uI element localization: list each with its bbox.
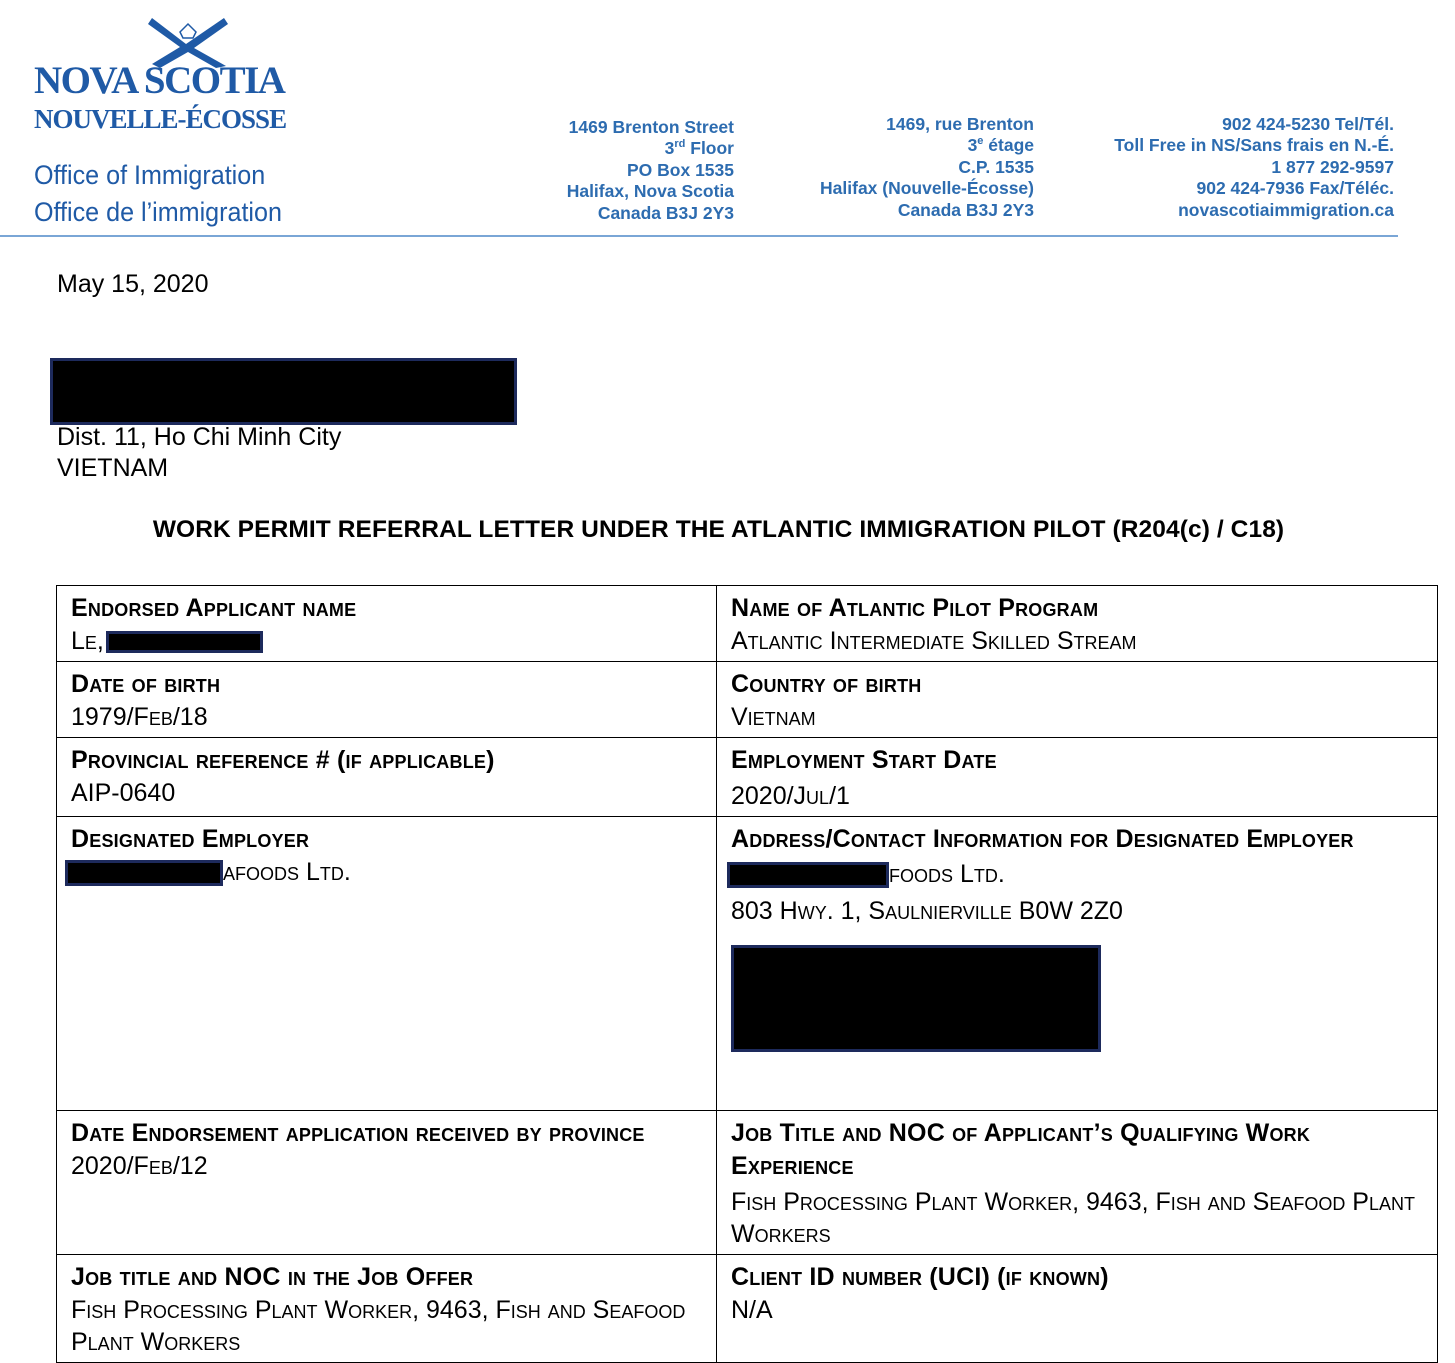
qualifying-value: Fish Processing Plant Worker, 9463, Fish and Seafood Plant Workers — [731, 1188, 1415, 1248]
table-row — [57, 1255, 1438, 1363]
reference-cell — [57, 738, 717, 817]
country-cell — [717, 662, 1438, 738]
offer-cell — [57, 1255, 717, 1363]
fax-line: 902 424-7936 Fax/Téléc. — [1196, 178, 1394, 199]
logo-title: NOVA SCOTIA — [34, 59, 285, 102]
employer-value: afoods Ltd. — [65, 856, 703, 888]
table-row — [57, 738, 1438, 817]
received-label: Date Endorsement application received by province — [71, 1119, 645, 1147]
website-link[interactable]: novascotiaimmigration.ca — [1178, 199, 1394, 220]
start-date-cell — [717, 738, 1438, 817]
city-line: Halifax, Nova Scotia — [566, 181, 734, 202]
employer-contact-address: 803 Hwy. 1, Saulnierville B0W 2Z0 — [731, 897, 1123, 925]
employer-contact-cell — [717, 817, 1438, 1111]
letter-date: May 15, 2020 — [57, 270, 209, 298]
contact-info — [1114, 114, 1394, 221]
redacted-recipient-name — [50, 358, 517, 425]
reference-label: Provincial reference # (if applicable) — [71, 746, 495, 774]
street-line: 1469 Brenton Street — [568, 117, 734, 137]
qualifying-cell — [717, 1111, 1438, 1255]
uci-label: Client ID number (UCI) (if known) — [731, 1263, 1109, 1291]
logo-title-french: NOUVELLE-ÉCOSSE — [34, 104, 287, 134]
dob-value: 1979/Feb/18 — [71, 703, 208, 731]
street-line: 1469, rue Brenton — [886, 114, 1034, 134]
toll-free-line: Toll Free in NS/Sans frais en N.-É. — [1114, 135, 1394, 156]
start-date-label: Employment Start Date — [731, 746, 997, 774]
employer-contact-label: Address/Contact Information for Designated Employer — [731, 825, 1354, 853]
offer-label: Job title and NOC in the Job Offer — [71, 1263, 474, 1291]
received-value: 2020/Feb/12 — [71, 1152, 208, 1180]
table-row — [57, 586, 1438, 662]
employer-cell — [57, 817, 717, 1111]
uci-cell — [717, 1255, 1438, 1363]
city-line: Halifax (Nouvelle-Écosse) — [820, 178, 1034, 199]
address-french — [820, 114, 1034, 221]
table-row — [57, 662, 1438, 738]
header-divider — [0, 235, 1398, 237]
program-cell — [717, 586, 1438, 662]
program-label: Name of Atlantic Pilot Program — [731, 594, 1099, 622]
program-value: Atlantic Intermediate Skilled Stream — [731, 627, 1137, 655]
redacted-employer-contact-details — [731, 945, 1101, 1052]
po-box-line: C.P. 1535 — [958, 156, 1034, 177]
applicant-cell — [57, 586, 717, 662]
table-row — [57, 817, 1438, 1111]
country-value: Vietnam — [731, 703, 816, 731]
toll-free-number: 1 877 292-9597 — [1271, 156, 1394, 177]
floor-line: 3rd Floor — [664, 138, 734, 159]
reference-value: AIP-0640 — [71, 779, 176, 807]
dob-cell — [57, 662, 717, 738]
redacted-employer-contact-name — [727, 862, 889, 888]
letter-title: WORK PERMIT REFERRAL LETTER UNDER THE ATLANTIC IMMIGRATION PILOT (R204(c) / C18) — [152, 516, 1285, 543]
office-name-french: Office de l’immigration — [34, 197, 282, 227]
table-row — [57, 1111, 1438, 1255]
redacted-given-name — [106, 631, 263, 653]
received-cell — [57, 1111, 717, 1255]
applicant-label: Endorsed Applicant name — [71, 594, 357, 622]
po-box-line: PO Box 1535 — [627, 159, 734, 180]
address-english — [567, 117, 734, 224]
country-label: Country of birth — [731, 670, 922, 698]
phone-line: 902 424-5230 Tel/Tél. — [1222, 114, 1394, 134]
uci-value: N/A — [731, 1296, 773, 1324]
start-date-value: 2020/Jul/1 — [731, 782, 850, 810]
postal-line: Canada B3J 2Y3 — [597, 202, 734, 223]
qualifying-label: Job Title and NOC of Applicant’s Qualifying Work Experience — [731, 1119, 1311, 1180]
postal-line: Canada B3J 2Y3 — [897, 199, 1034, 220]
office-name-english: Office of Immigration — [34, 160, 266, 190]
employer-label: Designated Employer — [71, 825, 310, 853]
offer-value: Fish Processing Plant Worker, 9463, Fish and Seafood Plant Workers — [71, 1296, 686, 1356]
recipient-country: VIETNAM — [57, 454, 169, 482]
referral-details-table — [56, 585, 1438, 1363]
recipient-address-line: Dist. 11, Ho Chi Minh City — [57, 423, 342, 451]
employer-contact-name: foods Ltd. — [731, 858, 1424, 890]
dob-label: Date of birth — [71, 670, 221, 698]
applicant-value: Le, — [71, 625, 703, 657]
floor-line: 3e étage — [967, 135, 1034, 156]
redacted-employer-name — [65, 860, 223, 886]
